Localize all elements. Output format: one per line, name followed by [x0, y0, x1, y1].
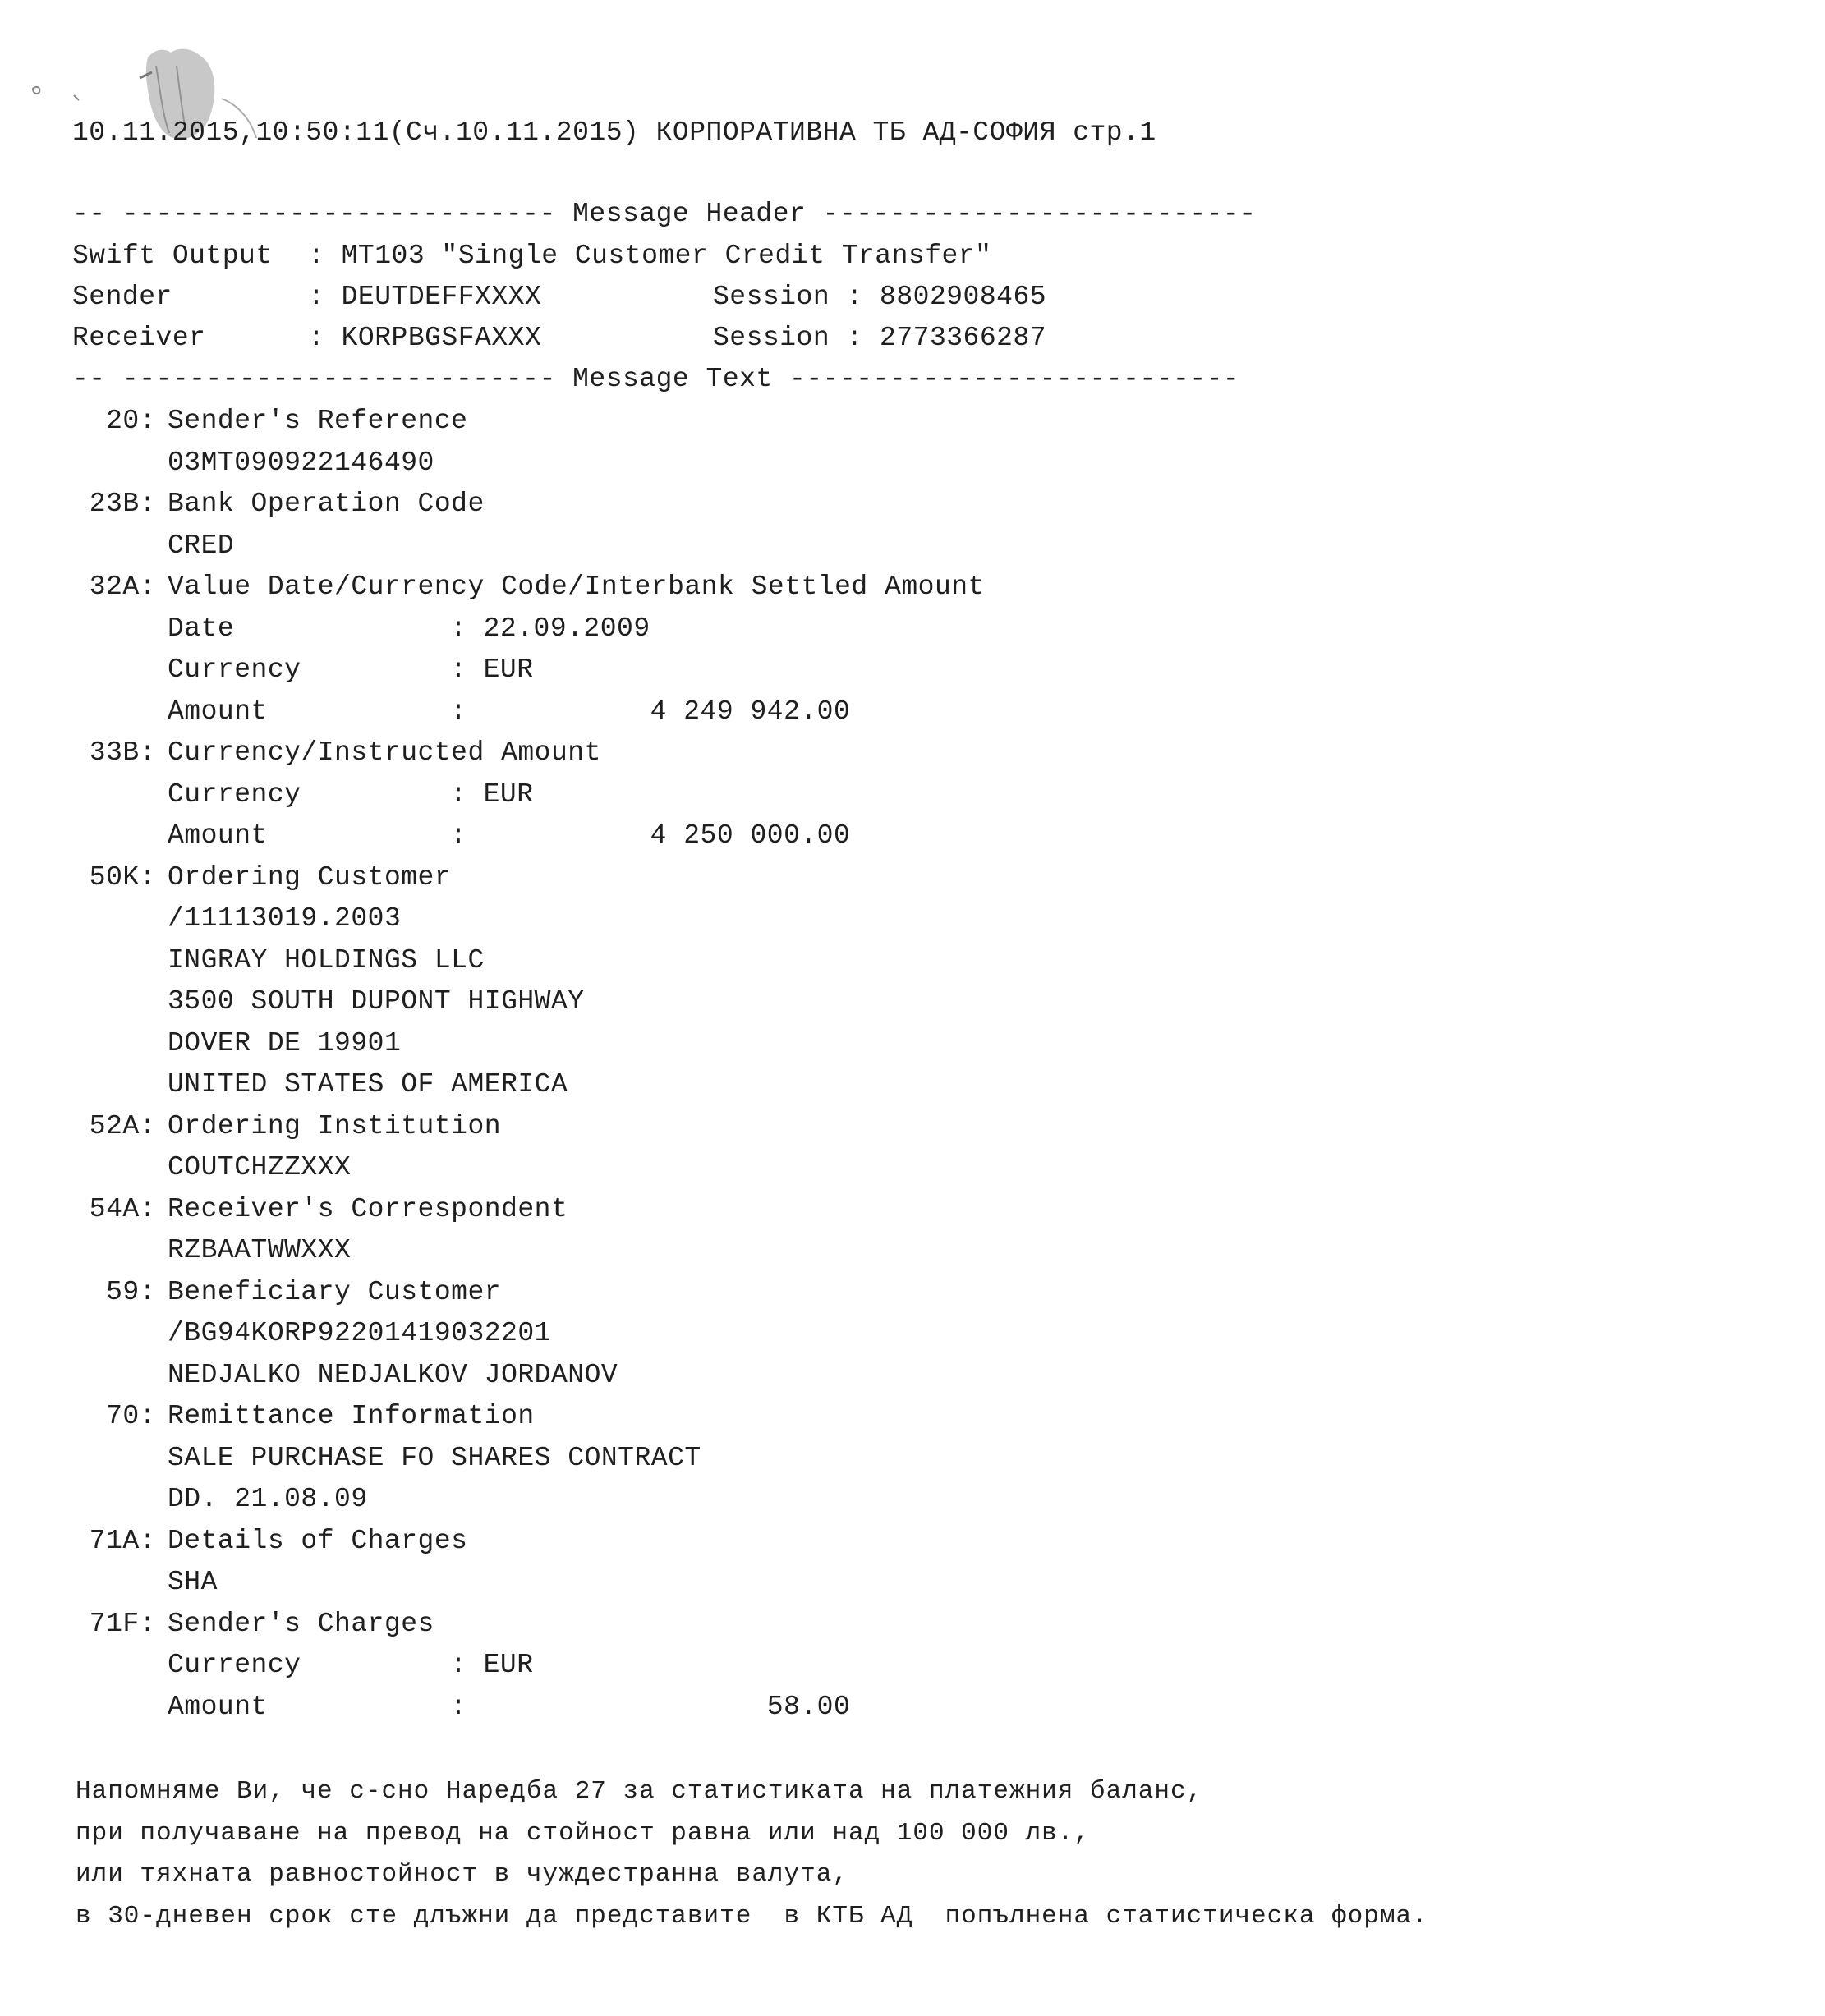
field-title: Details of Charges — [168, 1526, 468, 1556]
receiver-session: Session : 2773366287 — [713, 323, 1047, 353]
field-value-line: /BG94KORP92201419032201 — [168, 1318, 551, 1348]
field-title: Receiver's Correspondent — [168, 1194, 568, 1224]
field-label: Currency — [168, 779, 301, 810]
field-tag: 33B: — [89, 737, 156, 768]
field-tag: 54A: — [89, 1194, 156, 1224]
field-tag: 71A: — [89, 1526, 156, 1556]
notice-line: или тяхната равностойност в чуждестранна валута, — [76, 1860, 848, 1889]
field-value-line: UNITED STATES OF AMERICA — [168, 1069, 568, 1100]
field-tag: 71F: — [89, 1609, 156, 1639]
field-tag: 20: — [106, 406, 156, 436]
receiver-value: : KORPBGSFAXXX — [308, 323, 542, 353]
field-value-line: /11113019.2003 — [168, 903, 402, 934]
notice-line: Напомняме Ви, че с-сно Наредба 27 за статистиката на платежния баланс, — [76, 1777, 1203, 1806]
field-title: Remittance Information — [168, 1401, 535, 1431]
field-label: Date — [168, 613, 235, 644]
page-header: 10.11.2015,10:50:11(Сч.10.11.2015) КОРПОРАТИВНА ТБ АД-СОФИЯ стр.1 — [72, 117, 1156, 148]
field-value: : 22.09.2009 — [450, 613, 650, 644]
receiver-label: Receiver — [72, 323, 206, 353]
field-value-line: NEDJALKO NEDJALKOV JORDANOV — [168, 1360, 618, 1390]
field-tag: 23B: — [89, 489, 156, 519]
message-header-divider: -- -------------------------- Message Header -------------------------- — [72, 199, 1257, 229]
field-tag: 70: — [106, 1401, 156, 1431]
field-title: Ordering Institution — [168, 1111, 502, 1141]
field-value: : 4 250 000.00 — [450, 820, 851, 851]
field-tag: 52A: — [89, 1111, 156, 1141]
notice-line: при получаване на превод на стойност равна или над 100 000 лв., — [76, 1819, 1090, 1848]
message-text-divider: -- -------------------------- Message Text --------------------------- — [72, 364, 1240, 394]
sender-label: Sender — [72, 282, 172, 312]
field-label: Currency — [168, 1650, 301, 1680]
sender-value: : DEUTDEFFXXXX — [308, 282, 542, 312]
field-value-line: SALE PURCHASE FO SHARES CONTRACT — [168, 1443, 701, 1473]
notice-line: в 30-дневен срок сте длъжни да представите в КТБ АД попълнена статистическа форма. — [76, 1902, 1428, 1931]
field-label: Amount — [168, 820, 268, 851]
swift-output-label: Swift Output — [72, 241, 273, 271]
field-label: Amount — [168, 1692, 268, 1722]
field-title: Ordering Customer — [168, 862, 452, 893]
field-value: : EUR — [450, 779, 534, 810]
swift-output-value: : MT103 "Single Customer Credit Transfer" — [308, 241, 992, 271]
field-title: Currency/Instructed Amount — [168, 737, 601, 768]
field-value-line: 3500 SOUTH DUPONT HIGHWAY — [168, 986, 585, 1017]
field-value-line: CRED — [168, 530, 235, 561]
field-title: Beneficiary Customer — [168, 1277, 502, 1307]
field-value-line: SHA — [168, 1567, 218, 1597]
field-label: Amount — [168, 696, 268, 727]
field-title: Bank Operation Code — [168, 489, 485, 519]
field-title: Value Date/Currency Code/Interbank Settled Amount — [168, 572, 985, 602]
field-value: : 58.00 — [450, 1692, 851, 1722]
field-title: Sender's Charges — [168, 1609, 434, 1639]
field-value-line: 03MT090922146490 — [168, 448, 434, 478]
field-value: : EUR — [450, 654, 534, 685]
field-value-line: RZBAATWWXXX — [168, 1235, 352, 1265]
field-value: : 4 249 942.00 — [450, 696, 851, 727]
field-value-line: COUTCHZZXXX — [168, 1152, 352, 1183]
field-label: Currency — [168, 654, 301, 685]
field-value-line: INGRAY HOLDINGS LLC — [168, 945, 485, 976]
field-value: : EUR — [450, 1650, 534, 1680]
field-tag: 50K: — [89, 862, 156, 893]
field-value-line: DD. 21.08.09 — [168, 1484, 368, 1514]
field-tag: 59: — [106, 1277, 156, 1307]
field-value-line: DOVER DE 19901 — [168, 1028, 402, 1059]
sender-session: Session : 8802908465 — [713, 282, 1047, 312]
field-tag: 32A: — [89, 572, 156, 602]
field-title: Sender's Reference — [168, 406, 468, 436]
